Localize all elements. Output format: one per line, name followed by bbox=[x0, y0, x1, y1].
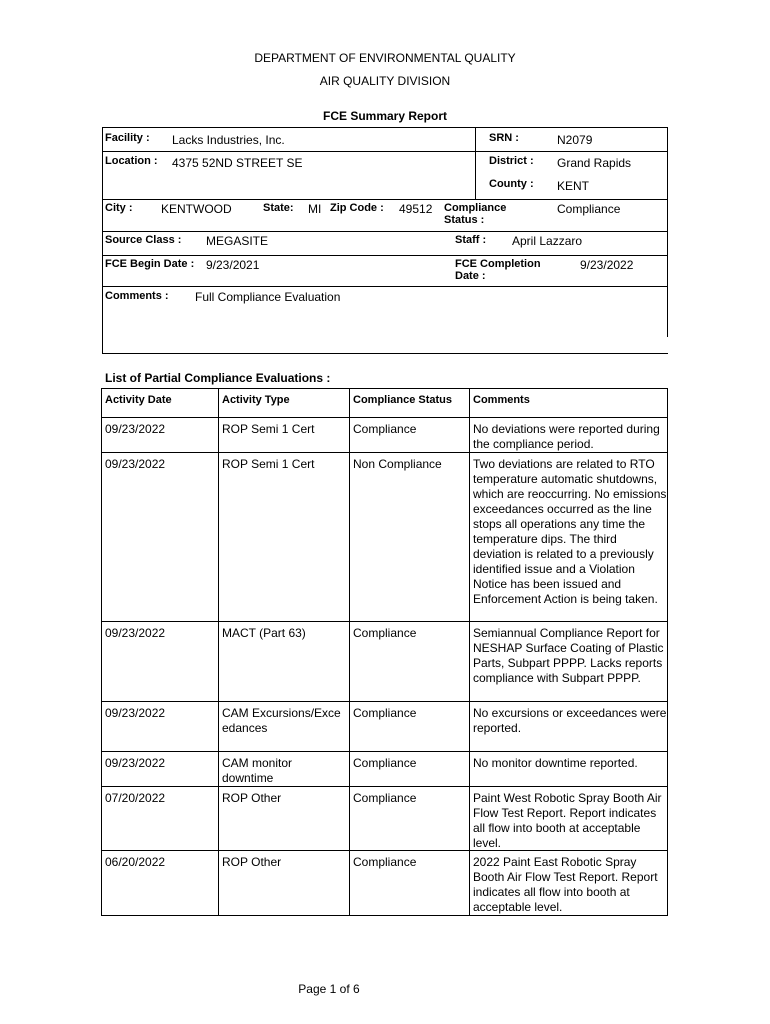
fce-begin-label: FCE Begin Date : bbox=[105, 258, 195, 270]
row-compliance-status: Compliance bbox=[353, 626, 417, 640]
pce-list-title: List of Partial Compliance Evaluations : bbox=[105, 371, 331, 385]
fce-completion-label-line2: Date : bbox=[455, 270, 486, 282]
facility-label: Facility : bbox=[105, 132, 150, 144]
city-label: City : bbox=[105, 202, 133, 214]
row-comments: 2022 Paint East Robotic Spray Booth Air Flow Test Report. Report indicates all flow into booth at acceptable level. bbox=[473, 855, 658, 914]
row-activity-type: ROP Other bbox=[222, 791, 282, 805]
pce-table-row-divider bbox=[101, 786, 668, 787]
row-compliance-status: Compliance bbox=[353, 855, 417, 869]
location-label: Location : bbox=[105, 155, 158, 167]
fce-begin-value: 9/23/2021 bbox=[206, 258, 260, 272]
district-value: Grand Rapids bbox=[557, 156, 632, 170]
column-header-comments: Comments bbox=[473, 394, 530, 406]
summary-row-divider bbox=[102, 255, 668, 256]
fce-completion-value: 9/23/2022 bbox=[580, 258, 634, 272]
staff-value: April Lazzaro bbox=[512, 234, 583, 248]
row-activity-type: MACT (Part 63) bbox=[222, 626, 306, 640]
pce-table-left-border bbox=[101, 388, 102, 915]
comments-label: Comments : bbox=[105, 290, 169, 302]
compliance-status-value: Compliance bbox=[557, 202, 621, 216]
page-number: Page 1 of 6 bbox=[298, 982, 360, 996]
column-header-activity-date: Activity Date bbox=[105, 394, 172, 406]
division-heading: AIR QUALITY DIVISION bbox=[319, 74, 451, 88]
row-activity-date: 09/23/2022 bbox=[105, 457, 166, 471]
source-class-label: Source Class : bbox=[105, 234, 182, 246]
column-header-activity-type: Activity Type bbox=[222, 394, 290, 406]
summary-right-border bbox=[667, 127, 668, 337]
row-comments: No monitor downtime reported. bbox=[473, 756, 638, 770]
row-comments: Paint West Robotic Spray Booth Air Flow Test Report. Report indicates all flow into booth at acceptable level. bbox=[473, 791, 662, 850]
pce-table-bottom-border bbox=[101, 915, 668, 916]
report-title: FCE Summary Report bbox=[322, 109, 448, 123]
row-compliance-status: Compliance bbox=[353, 791, 417, 805]
pce-table-col-divider bbox=[469, 388, 470, 915]
compliance-status-label-line2: Status : bbox=[444, 214, 485, 226]
pce-table-right-border bbox=[667, 388, 668, 915]
row-compliance-status: Compliance bbox=[353, 756, 417, 770]
compliance-status-label: Compliance bbox=[444, 202, 507, 214]
row-activity-date: 09/23/2022 bbox=[105, 756, 166, 770]
summary-srn-divider bbox=[475, 127, 476, 199]
row-comments: Two deviations are related to RTO temperature automatic shutdowns, which are reoccurring. No emissions exceedances occurred as the line stops all operations any time the temperature dips. The third deviation is related to a previously identified issue and a Violation Notice has been issued and Enforcement Action is being taken. bbox=[473, 457, 667, 606]
pce-table-top-border bbox=[101, 388, 668, 389]
row-compliance-status: Non Compliance bbox=[353, 457, 442, 471]
row-activity-date: 09/23/2022 bbox=[105, 626, 166, 640]
row-comments: No excursions or exceedances were reported. bbox=[473, 706, 667, 735]
county-value: KENT bbox=[557, 179, 590, 193]
summary-row-divider bbox=[102, 231, 668, 232]
pce-table-col-divider bbox=[218, 388, 219, 915]
pce-table-col-divider bbox=[349, 388, 350, 915]
pce-table-row-divider bbox=[101, 621, 668, 622]
comments-value: Full Compliance Evaluation bbox=[195, 290, 341, 304]
fce-completion-label: FCE Completion bbox=[455, 258, 541, 270]
state-value: MI bbox=[308, 202, 322, 216]
row-activity-type: ROP Semi 1 Cert bbox=[222, 457, 315, 471]
pce-table-row-divider bbox=[101, 701, 668, 702]
summary-row-divider bbox=[102, 286, 668, 287]
row-comments: Semiannual Compliance Report for NESHAP Surface Coating of Plastic Parts, Subpart PPPP. Lacks reports compliance with Subpart PPPP. bbox=[473, 626, 664, 685]
row-comments: No deviations were reported during the compliance period. bbox=[473, 422, 660, 451]
row-compliance-status: Compliance bbox=[353, 706, 417, 720]
row-activity-date: 06/20/2022 bbox=[105, 855, 166, 869]
row-activity-type: ROP Semi 1 Cert bbox=[222, 422, 315, 436]
pce-table-row-divider bbox=[101, 751, 668, 752]
source-class-value: MEGASITE bbox=[206, 234, 269, 248]
summary-top-border bbox=[102, 127, 668, 128]
row-activity-type: CAM Excursions/Exceedances bbox=[222, 706, 341, 735]
row-activity-type: CAM monitor downtime bbox=[222, 756, 293, 785]
column-header-compliance-status: Compliance Status bbox=[353, 394, 453, 406]
zip-label: Zip Code : bbox=[330, 202, 384, 214]
department-heading: DEPARTMENT OF ENVIRONMENTAL QUALITY bbox=[254, 51, 516, 65]
location-value: 4375 52ND STREET SE bbox=[172, 156, 303, 170]
pce-table-header-divider bbox=[101, 417, 668, 418]
row-activity-date: 09/23/2022 bbox=[105, 706, 166, 720]
row-activity-type: ROP Other bbox=[222, 855, 282, 869]
staff-label: Staff : bbox=[455, 234, 487, 246]
summary-bottom-border bbox=[102, 353, 668, 354]
row-compliance-status: Compliance bbox=[353, 422, 417, 436]
srn-value: N2079 bbox=[557, 133, 593, 147]
state-label: State: bbox=[263, 202, 294, 214]
county-label: County : bbox=[489, 178, 534, 190]
summary-row-divider bbox=[102, 151, 668, 152]
row-activity-date: 07/20/2022 bbox=[105, 791, 166, 805]
pce-table-row-divider bbox=[101, 452, 668, 453]
row-activity-date: 09/23/2022 bbox=[105, 422, 166, 436]
summary-row-divider bbox=[102, 199, 668, 200]
district-label: District : bbox=[489, 155, 534, 167]
summary-left-border bbox=[102, 127, 103, 354]
zip-value: 49512 bbox=[399, 202, 433, 216]
city-value: KENTWOOD bbox=[161, 202, 232, 216]
facility-value: Lacks Industries, Inc. bbox=[172, 133, 285, 147]
srn-label: SRN : bbox=[489, 132, 519, 144]
